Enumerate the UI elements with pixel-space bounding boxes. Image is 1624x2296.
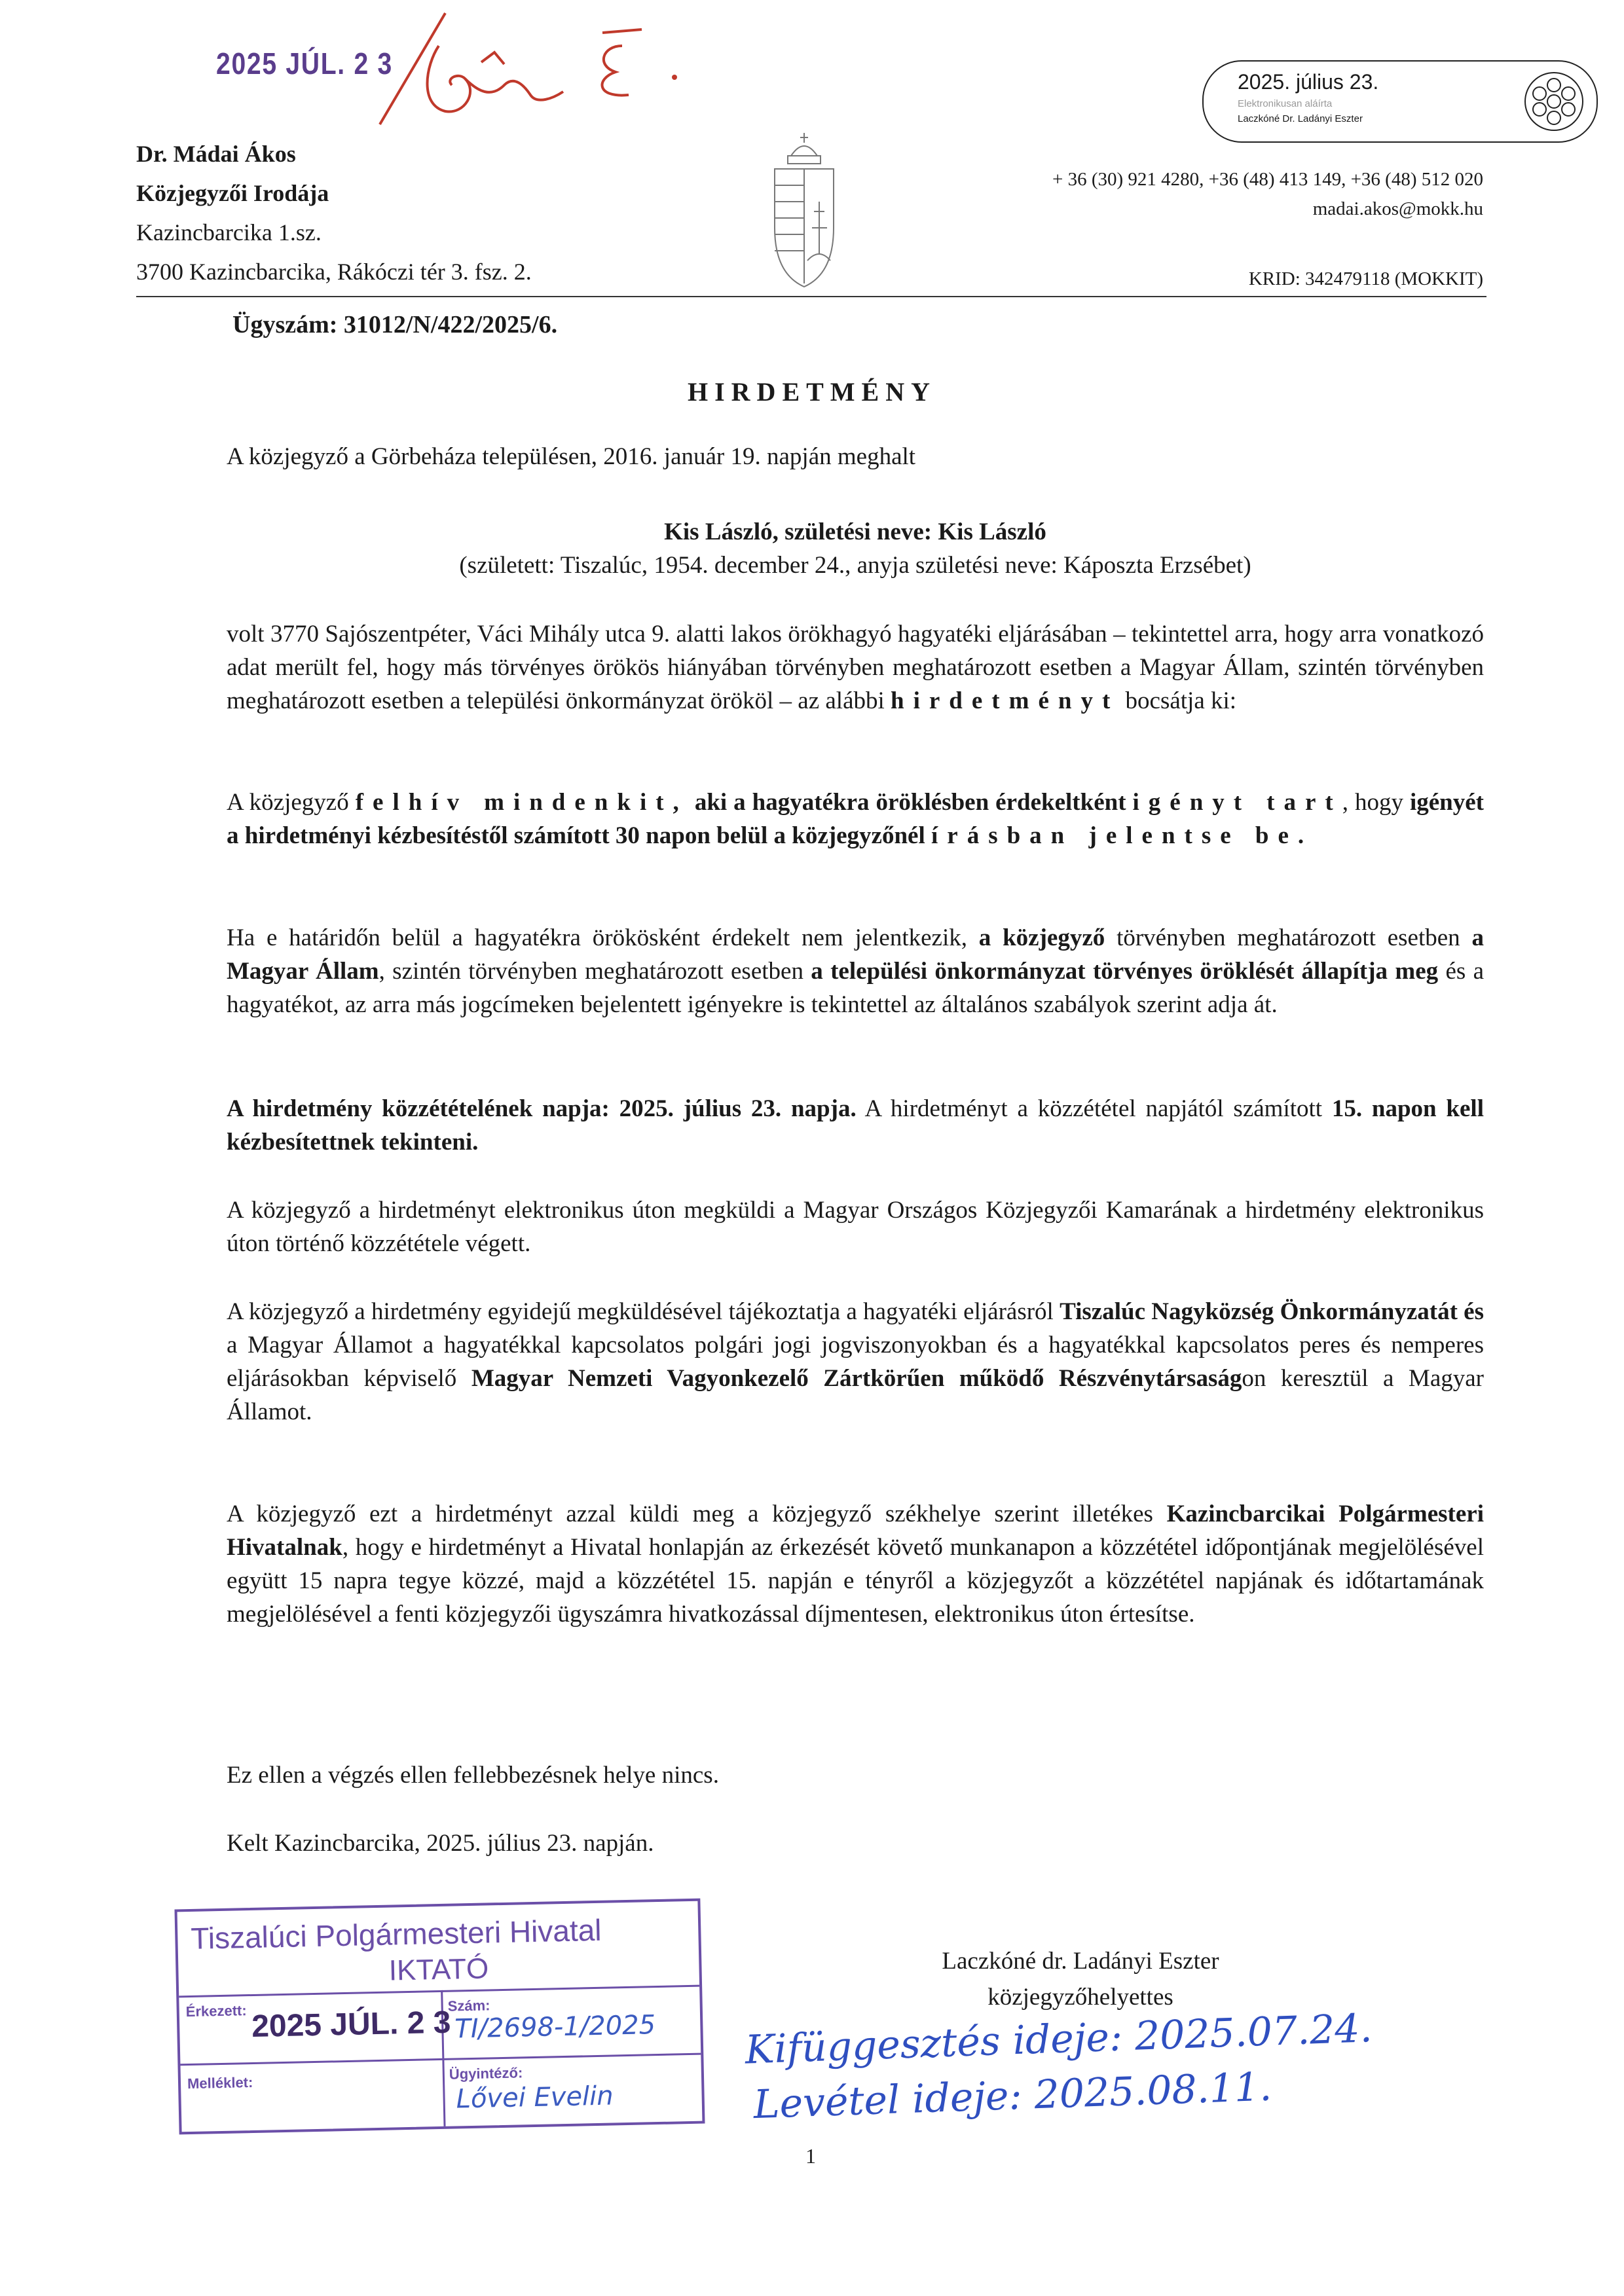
contact-block [1052, 165, 1483, 224]
signatory-role: közjegyzőhelyettes [987, 1984, 1173, 2011]
notary-seal-icon [1523, 71, 1585, 132]
krid-id: KRID: 342479118 (MOKKIT) [1248, 268, 1483, 289]
handwritten-removal-date: Levétel ideje: 2025.08.11. [752, 2064, 1273, 2128]
received-date-stamp: 2025 JÚL. 2 3 [216, 46, 393, 81]
p1-text: volt 3770 Sajószentpéter, Váci Mihály utca 9. alatti lakos örökhagyó hagyatéki eljárásában – tekintettel arra, hogy arra vonatkozó adat merült fel, hogy más törvényes örökös hiányában törvényben meghatározott esetben a Magyar Állam, szintén törvényben meghatározott esetben a települési önkormányzat örököl – az alábbi [227, 621, 1484, 714]
stamp-number-label: Szám: [447, 1997, 490, 2014]
p7-b: Kazincbarcikai Polgármesteri Hivatalnak [227, 1501, 1484, 1561]
sender-name: Dr. Mádai Ákos [136, 141, 296, 167]
paragraph-2 [227, 786, 1484, 852]
case-number: Ügyszám: 31012/N/422/2025/6. [232, 311, 558, 338]
paragraph-8: Ez ellen a végzés ellen fellebbezésnek helye nincs. [227, 1762, 719, 1789]
dated-line: Kelt Kazincbarcika, 2025. július 23. napján. [227, 1830, 654, 1857]
p3-g: és a hagyatékot, az arra más jogcímeken bejelentett igényekre is tekintettel az általános szabályok szerint adja át. [227, 958, 1485, 1018]
handwritten-note-top [367, 7, 733, 137]
page-number: 1 [805, 2144, 816, 2168]
p6-b: Tiszalúc Nagyközség Önkormányzatát és [1060, 1298, 1484, 1325]
p6-a: A közjegyző a hirdetmény egyidejű megküldésével tájékoztatja a hagyatéki eljárásról [227, 1298, 1060, 1325]
stamp-received-date: 2025 JÚL. 2 3 [251, 2005, 451, 2045]
stamp-received-label: Érkezett: [185, 2002, 247, 2020]
stamp-clerk-value: Lővei Evelin [456, 2081, 614, 2115]
paragraph-6 [227, 1295, 1484, 1429]
badge-date: 2025. július 23. [1238, 70, 1379, 94]
sender-address: 3700 Kazincbarcika, Rákóczi tér 3. fsz. 2. [136, 259, 532, 285]
p2-g: írásban jelentse be. [931, 822, 1314, 849]
handwritten-posting-date: Kifüggesztés ideje: 2025.07.24. [744, 2005, 1373, 2073]
badge-signer: Laczkóné Dr. Ladányi Eszter [1238, 113, 1363, 124]
paragraph-3 [227, 921, 1484, 1021]
p6-c: a Magyar Államot a hagyatékkal kapcsolatos polgári jogi jogviszonyokban és a hagyatékkal kapcsolatos peres és nemperes eljárásokban képviselő [227, 1332, 1484, 1392]
p3-a: Ha e határidőn belül a hagyatékra örökösként érdekelt nem jelentkezik, [227, 924, 979, 951]
p2-e: , hogy [1342, 789, 1410, 816]
p2-a: A közjegyző [227, 789, 356, 816]
p2-c: aki a hagyatékra öröklésben érdekeltként [688, 789, 1133, 816]
p4-a: A hirdetmény közzétételének napja: 2025. július 23. napja. [227, 1095, 857, 1122]
header-divider [136, 296, 1486, 297]
paragraph-4 [227, 1092, 1484, 1159]
p4-b: A hirdetményt a közzététel napjától számított [856, 1095, 1332, 1122]
p7-a: A közjegyző ezt a hirdetményt azzal küldi meg a közjegyző székhelye szerint illetékes [227, 1501, 1167, 1527]
p3-f: a települési önkormányzat törvényes öröklését állapítja meg [811, 958, 1439, 985]
p3-d: a Magyar Állam [227, 924, 1484, 985]
document-title: HIRDETMÉNY [687, 377, 937, 407]
p7-c: , hogy e hirdetményt a Hivatal honlapján az érkezését követő munkanapon a közzététel időpontjának megjelölésével együtt 15 napra tegye közzé, majd a közzététel 15. napján e tényről a közjegyzőt a közzététel napjának és időtartamának megjelölésével a fenti közjegyzői ügyszámra hivatkozással díjmentesen, elektronikus úton értesítse. [227, 1534, 1484, 1628]
stamp-label: IKTATÓ [388, 1952, 489, 1987]
stamp-number-value: TI/2698-1/2025 [454, 2010, 656, 2045]
signatory-block [851, 1943, 1310, 2015]
p3-c: törvényben meghatározott esetben [1105, 924, 1472, 951]
sender-office: Közjegyzői Irodája [136, 180, 329, 206]
p1-emph: hirdetményt [891, 687, 1120, 714]
paragraph-7 [227, 1497, 1484, 1631]
p6-e: on keresztül a Magyar Államot. [227, 1365, 1484, 1425]
stamp-office: Tiszalúci Polgármesteri Hivatal [190, 1912, 602, 1956]
sender-block [136, 134, 532, 291]
p1-tail: bocsátja ki: [1119, 687, 1237, 714]
contact-email: madai.akos@mokk.hu [1312, 198, 1483, 219]
p2-f: igényét a hirdetményi kézbesítéstől számított 30 napon belül a közjegyzőnél [227, 789, 1484, 849]
p6-d: Magyar Nemzeti Vagyonkezelő Zártkörűen működő Részvénytársaság [471, 1365, 1242, 1392]
p4-c: 15. napon kell kézbesítettnek tekinteni. [227, 1095, 1484, 1156]
stamp-clerk-label: Ügyintéző: [449, 2064, 523, 2083]
stamp-attachment-label: Melléklet: [187, 2073, 253, 2092]
p2-d: igényt tart [1132, 789, 1342, 816]
coat-of-arms-icon [765, 130, 843, 293]
p3-e: , szintén törvényben meghatározott esetben [378, 958, 811, 985]
paragraph-1 [227, 617, 1484, 718]
paragraph-5: A közjegyző a hirdetményt elektronikus úton megküldi a Magyar Országos Közjegyzői Kamarának a hirdetmény elektronikus úton történő közzététele végett. [227, 1197, 1484, 1257]
intro-paragraph: A közjegyző a Görbeháza településen, 2016. január 19. napján meghalt [227, 443, 916, 470]
signatory-name: Laczkóné dr. Ladányi Eszter [942, 1948, 1219, 1975]
contact-phones: + 36 (30) 921 4280, +36 (48) 413 149, +36 (48) 512 020 [1052, 169, 1483, 190]
deceased-name: Kis László, születési neve: Kis László [664, 519, 1046, 545]
badge-subtitle: Elektronikusan aláírta [1238, 98, 1333, 109]
handwritten-dates [744, 1997, 1482, 2174]
registration-stamp [174, 1899, 705, 2135]
sender-unit: Kazincbarcika 1.sz. [136, 219, 322, 246]
deceased-details: (született: Tiszalúc, 1954. december 24., anyja születési neve: Káposzta Erzsébet) [459, 552, 1251, 579]
p3-b: a közjegyző [978, 924, 1105, 951]
p2-b: felhív mindenkit, [355, 789, 688, 816]
